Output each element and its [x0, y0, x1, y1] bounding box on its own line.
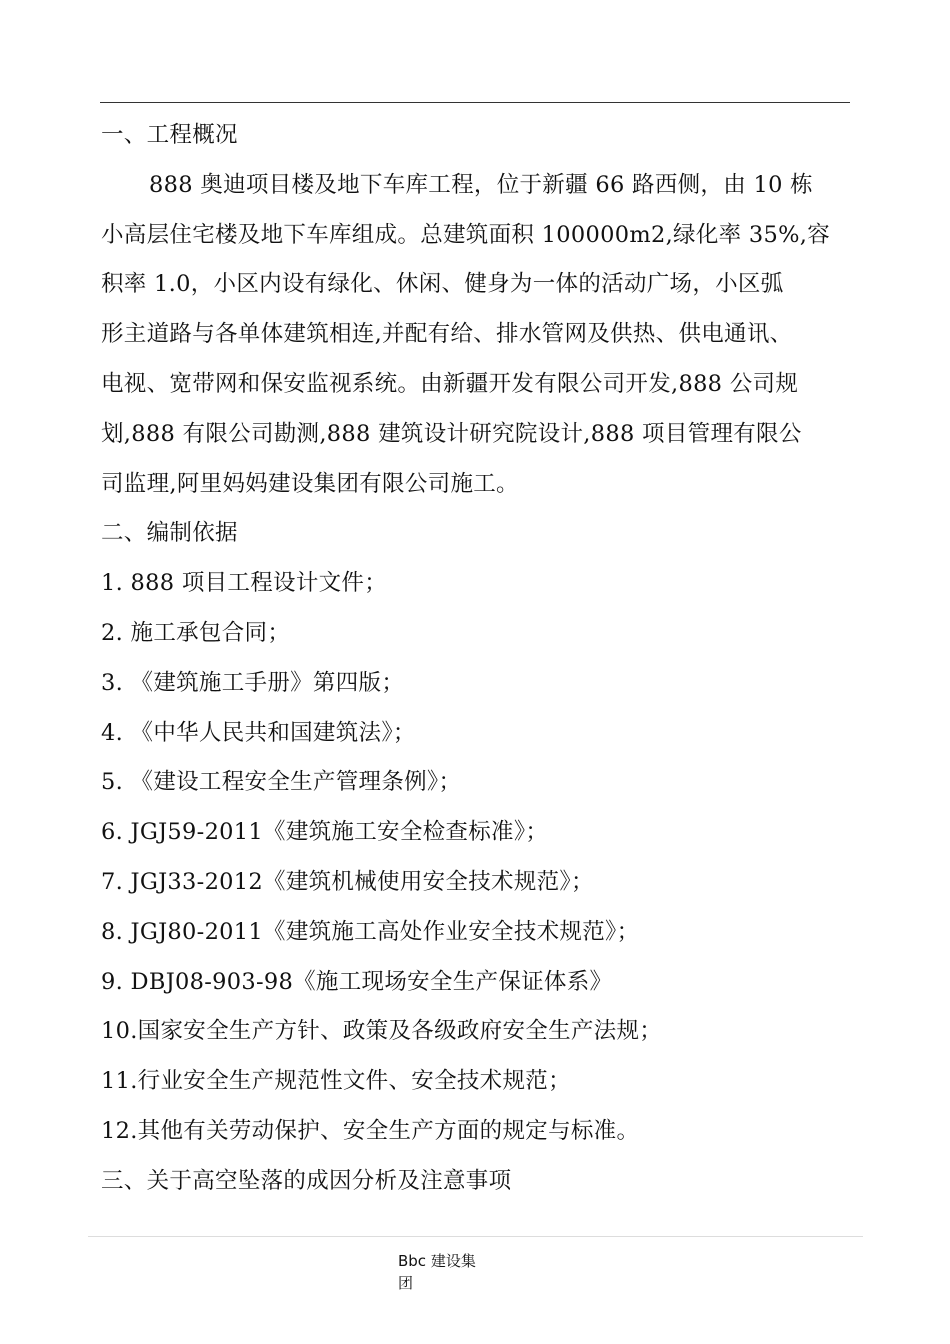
basis-list-item: 2. 施工承包合同； [101, 619, 291, 646]
footer-company-line-2: 团 [398, 1274, 414, 1292]
overview-line: 司监理,阿里妈妈建设集团有限公司施工。 [101, 470, 519, 497]
header-rule [100, 102, 850, 103]
overview-line: 积率 1.0，小区内设有绿化、休闲、健身为一体的活动广场，小区弧 [101, 271, 784, 298]
basis-list-item: 5. 《建设工程安全生产管理条例》； [101, 769, 462, 796]
footer-company-line-1: Bbc 建设集 [398, 1252, 476, 1270]
basis-list-item: 3. 《建筑施工手册》第四版； [101, 669, 405, 696]
basis-list-item: 9. DBJ08-903-98《施工现场安全生产保证体系》 [101, 968, 613, 995]
overview-line: 形主道路与各单体建筑相连,并配有给、排水管网及供热、供电通讯、 [101, 321, 793, 348]
basis-list-item: 12.其他有关劳动保护、安全生产方面的规定与标准。 [101, 1117, 640, 1144]
basis-list-item: 10.国家安全生产方针、政策及各级政府安全生产法规； [101, 1018, 663, 1045]
footer-rule [88, 1236, 863, 1237]
section-heading-overview: 一、工程概况 [101, 122, 238, 148]
overview-line: 划,888 有限公司勘测,888 建筑设计研究院设计,888 项目管理有限公 [101, 420, 802, 447]
basis-list-item: 6. JGJ59-2011《建筑施工安全检查标准》； [101, 819, 549, 846]
section-heading-basis: 二、编制依据 [101, 520, 238, 547]
basis-list-item: 11.行业安全生产规范性文件、安全技术规范； [101, 1068, 571, 1095]
page-footer [398, 1250, 488, 1294]
basis-list-item: 1. 888 项目工程设计文件； [101, 570, 388, 597]
overview-line: 888 奥迪项目楼及地下车库工程，位于新疆 66 路西侧，由 10 栋 [149, 171, 813, 198]
basis-list-item: 4. 《中华人民共和国建筑法》； [101, 719, 416, 746]
basis-list-item: 7. JGJ33-2012《建筑机械使用安全技术规范》； [101, 868, 594, 895]
section-heading-fall-analysis: 三、关于高空坠落的成因分析及注意事项 [101, 1167, 512, 1194]
overview-line: 电视、宽带网和保安监视系统。由新疆开发有限公司开发,888 公司规 [101, 370, 799, 397]
document-body [101, 111, 849, 1207]
basis-list-item: 8. JGJ80-2011《建筑施工高处作业安全技术规范》； [101, 918, 640, 945]
overview-line: 小高层住宅楼及地下车库组成。总建筑面积 100000m2,绿化率 35%,容 [101, 221, 831, 248]
